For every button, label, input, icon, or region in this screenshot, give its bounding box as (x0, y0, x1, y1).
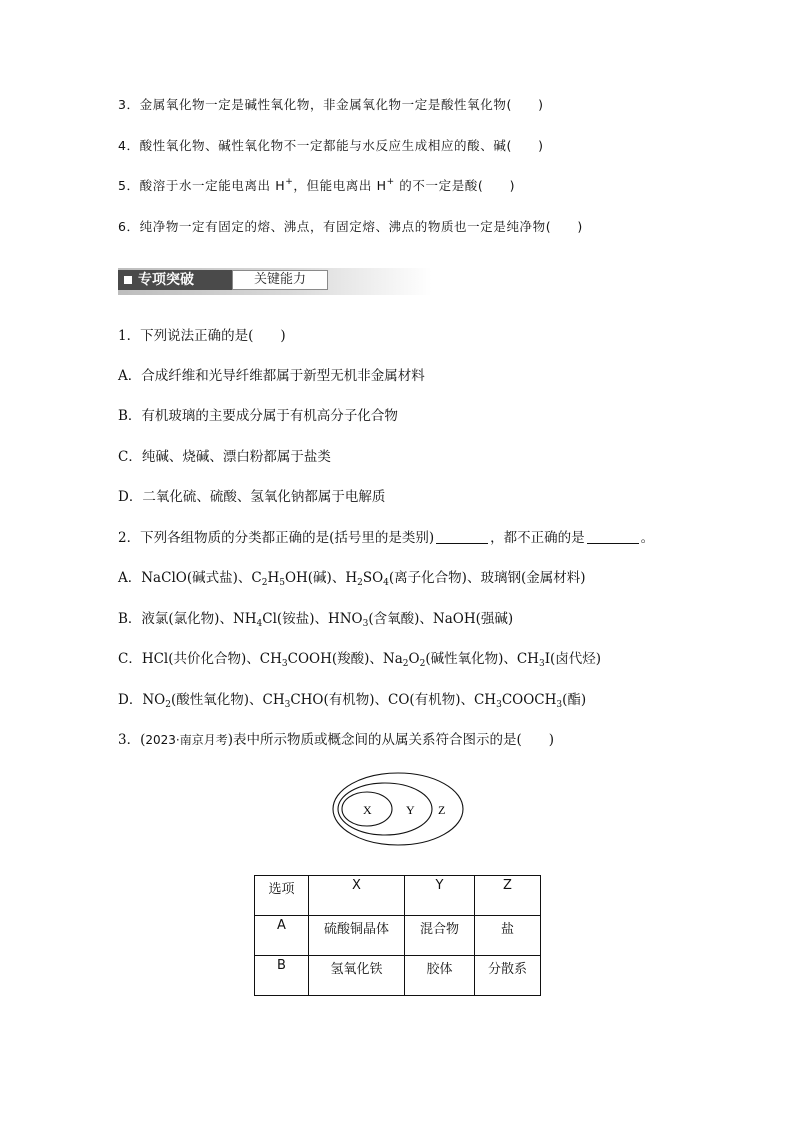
formula-subscript: 5 (279, 578, 285, 588)
q3-stem (118, 731, 554, 749)
formula-subscript: 2 (261, 578, 268, 588)
formula-text: (酸性氧化物)、CH (170, 692, 285, 708)
formula-text: (离子化合物)、玻璃钢(金属材料) (388, 570, 586, 586)
q2-option-c (118, 650, 601, 668)
formula-text: B．液氯(氯化物)、NH (118, 611, 257, 627)
label-y: Y (406, 803, 415, 817)
table-cell: 盐 (475, 916, 541, 956)
charge-superscript: + (386, 177, 395, 187)
banner-main (118, 270, 232, 290)
formula-text: I(卤代烃) (544, 651, 602, 667)
label-z: Z (438, 803, 446, 817)
label-x: X (363, 803, 372, 817)
table-cell: A (255, 916, 309, 956)
formula-subscript: 4 (383, 578, 389, 588)
judgement-number: 6． (118, 219, 140, 234)
judgement-3 (118, 96, 544, 114)
q2-option-d (118, 691, 586, 709)
answer-blank[interactable] (587, 530, 639, 544)
formula-subscript: 2 (357, 578, 363, 588)
formula-text: (酯) (562, 692, 587, 708)
table-cell: 混合物 (405, 916, 475, 956)
formula-subscript: 2 (402, 659, 409, 669)
formula-subscript: 2 (165, 700, 171, 710)
q2-stem (118, 529, 654, 547)
banner-sub (232, 270, 328, 290)
q2-option-a (118, 569, 585, 587)
judgement-6 (118, 218, 583, 236)
q1-option-c: C．纯碱、烧碱、漂白粉都属于盐类 (118, 449, 331, 465)
formula-text: A．NaClO(碱式盐)、C (118, 570, 262, 586)
formula-subscript: 3 (538, 659, 545, 669)
q2-stem-part: 。 (640, 530, 655, 546)
section-banner (118, 268, 432, 296)
table-cell: 分散系 (475, 956, 541, 996)
judgement-text: 纯净物一定有固定的熔、沸点，有固定熔、沸点的物质也一定是纯净物( ) (139, 219, 583, 234)
table-header-cell: X (309, 876, 405, 916)
formula-text: (碱性氧化物)、CH (425, 651, 539, 667)
table-header-row (255, 876, 541, 916)
formula-text: C．HCl(共价化合物)、CH (118, 651, 282, 667)
table-cell: 硫酸铜晶体 (309, 916, 405, 956)
banner-sub-label: 关键能力 (253, 272, 306, 287)
formula-subscript: 2 (419, 659, 426, 669)
formula-subscript: 3 (496, 700, 502, 710)
charge-superscript: + (285, 177, 294, 187)
q3-stem-part: )表中所示物质或概念间的从属关系符合图示的是( ) (227, 732, 555, 748)
formula-subscript: 4 (256, 619, 263, 629)
table-row (255, 956, 541, 996)
q2-stem-part: ，都不正确的是 (490, 530, 585, 546)
judgement-5 (118, 177, 515, 195)
judgement-number: 5． (118, 178, 140, 193)
formula-text: H (267, 570, 280, 586)
q1-stem: 1．下列说法正确的是( ) (118, 328, 286, 344)
table-cell: 氢氧化铁 (309, 956, 405, 996)
square-bullet-icon (124, 276, 132, 284)
q1-option-b: B．有机玻璃的主要成分属于有机高分子化合物 (118, 408, 398, 424)
table-row (255, 916, 541, 956)
formula-text: SO (362, 570, 384, 586)
answer-blank[interactable] (436, 530, 488, 544)
judgement-4 (118, 137, 544, 155)
table-cell: B (255, 956, 309, 996)
formula-subscript: 3 (284, 700, 291, 710)
q3-stem-part: 3．( (118, 732, 146, 748)
formula-text: D．NO (118, 692, 166, 708)
nested-set-diagram (330, 770, 466, 850)
banner-main-label: 专项突破 (138, 272, 194, 288)
formula-subscript: 3 (281, 659, 288, 669)
judgement-number: 3． (118, 97, 140, 112)
table-header-cell: Y (405, 876, 475, 916)
table-header-cell: Z (475, 876, 541, 916)
formula-text: COOCH (501, 692, 557, 708)
q2-option-b (118, 610, 513, 628)
formula-text: OH(碱)、H (284, 570, 358, 586)
table-header-cell: 选项 (255, 876, 309, 916)
judgement-text-part: 酸溶于水一定能电离出 H (139, 178, 286, 193)
judgement-text: 金属氧化物一定是碱性氧化物，非金属氧化物一定是酸性氧化物( ) (139, 97, 544, 112)
set-y-ellipse (338, 783, 432, 835)
judgement-text-part: 的不一定是酸( ) (394, 178, 516, 193)
judgement-text: 酸性氧化物、碱性氧化物不一定都能与水反应生成相应的酸、碱( ) (139, 138, 544, 153)
formula-subscript: 3 (362, 619, 369, 629)
formula-text: (含氧酸)、NaOH(强碱) (368, 611, 514, 627)
options-table (254, 875, 541, 996)
judgement-number: 4． (118, 138, 140, 153)
judgement-text-part: ，但能电离出 H (293, 178, 387, 193)
formula-text: COOH(羧酸)、Na (287, 651, 403, 667)
q1-option-d: D．二氧化硫、硫酸、氢氧化钠都属于电解质 (118, 489, 386, 505)
formula-text: O (408, 651, 420, 667)
table-cell: 胶体 (405, 956, 475, 996)
q1-option-a: A．合成纤维和光导纤维都属于新型无机非金属材料 (118, 368, 425, 384)
formula-text: Cl(铵盐)、HNO (262, 611, 363, 627)
q2-stem-part: 2．下列各组物质的分类都正确的是(括号里的是类别) (118, 530, 435, 546)
formula-subscript: 3 (556, 700, 563, 710)
q3-source: 2023·南京月考 (145, 733, 228, 747)
formula-text: CHO(有机物)、CO(有机物)、CH (290, 692, 497, 708)
